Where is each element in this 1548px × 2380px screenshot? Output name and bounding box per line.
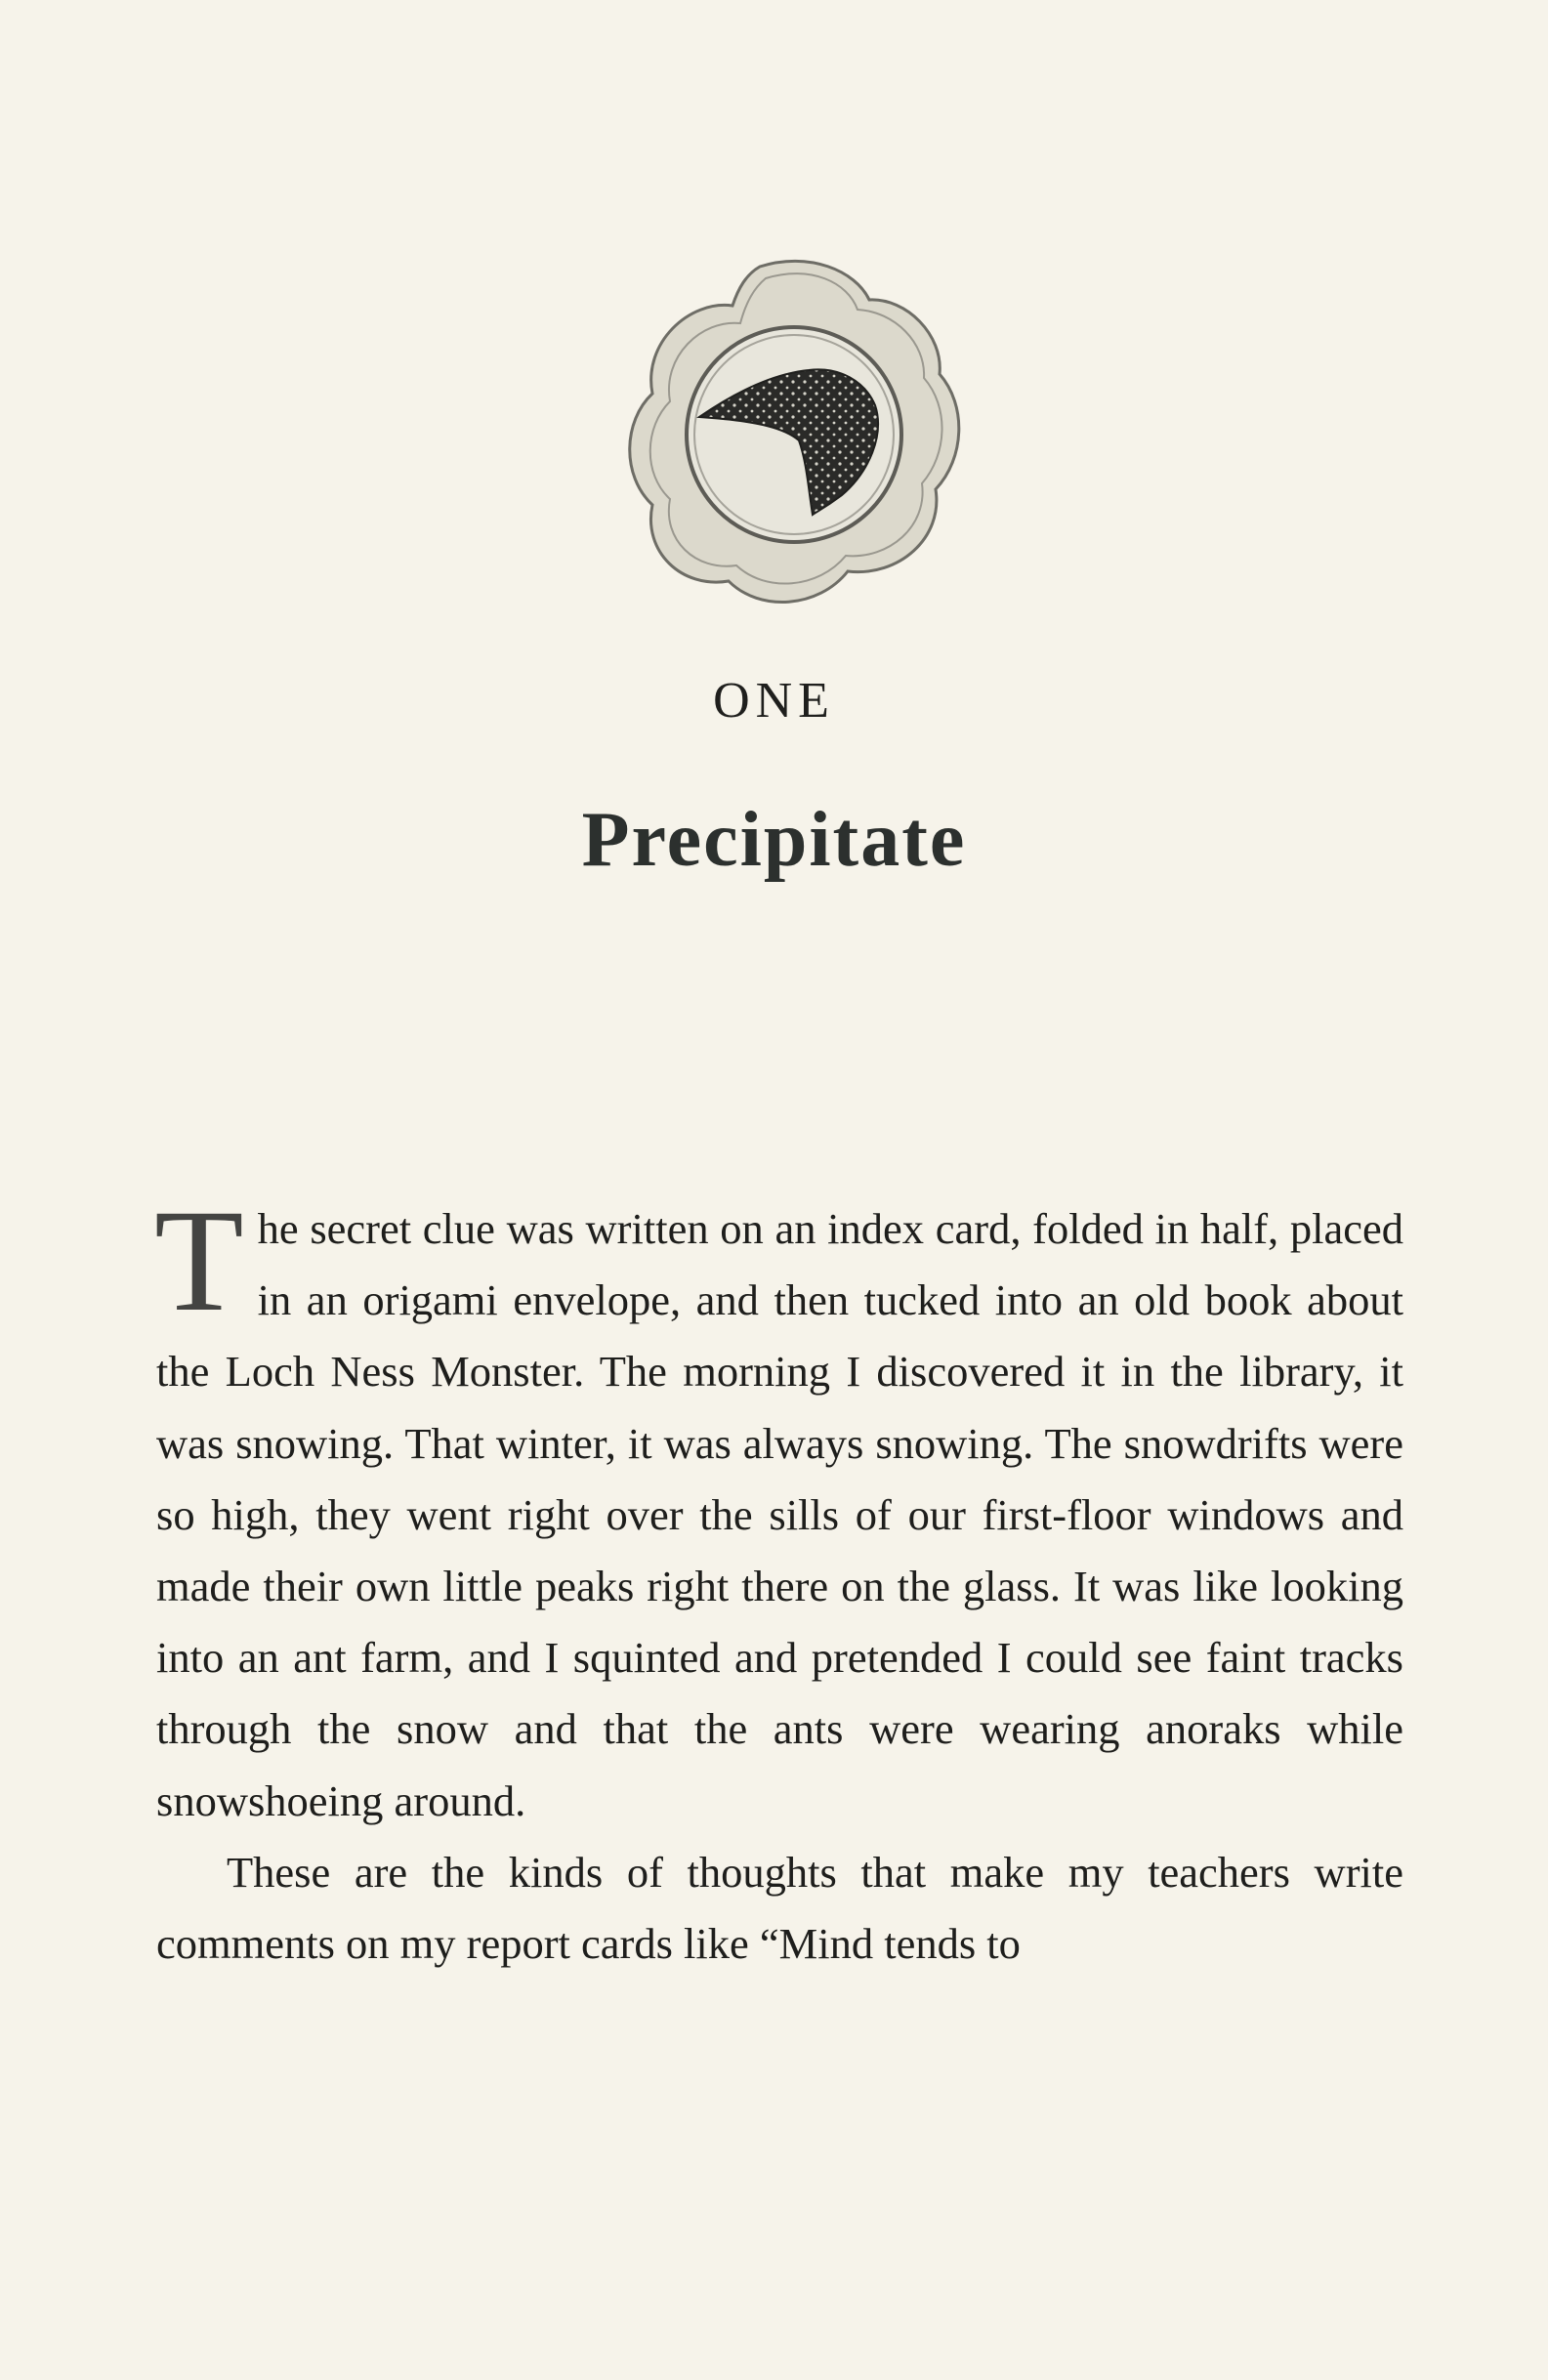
chapter-number: ONE: [713, 673, 835, 729]
drop-cap: T: [154, 1180, 244, 1342]
paragraph-2: These are the kinds of thoughts that make my teachers write comments on my report cards like “Mind tends to: [156, 1847, 1403, 1969]
paragraph-1: [154, 1180, 1403, 1837]
body-text: [154, 1180, 1403, 1980]
wax-seal-bird-head-icon: [613, 249, 975, 620]
chapter-title: Precipitate: [581, 797, 967, 883]
paragraph-1-text: he secret clue was written on an index card, folded in half, placed in an origami envelope, and then tucked into an old book about the Loch Ness Monster. The morning I discovered it in the library, it was snowing. That winter, it was always snowing. The snowdrifts were so high, they went right over the sills of our first-floor windows and made their own little peaks right there on the glass. It was like looking into an ant farm, and I squinted and pretended I could see faint tracks through the snow and that the ants were wearing anoraks while snowshoeing around.: [156, 1204, 1403, 1825]
